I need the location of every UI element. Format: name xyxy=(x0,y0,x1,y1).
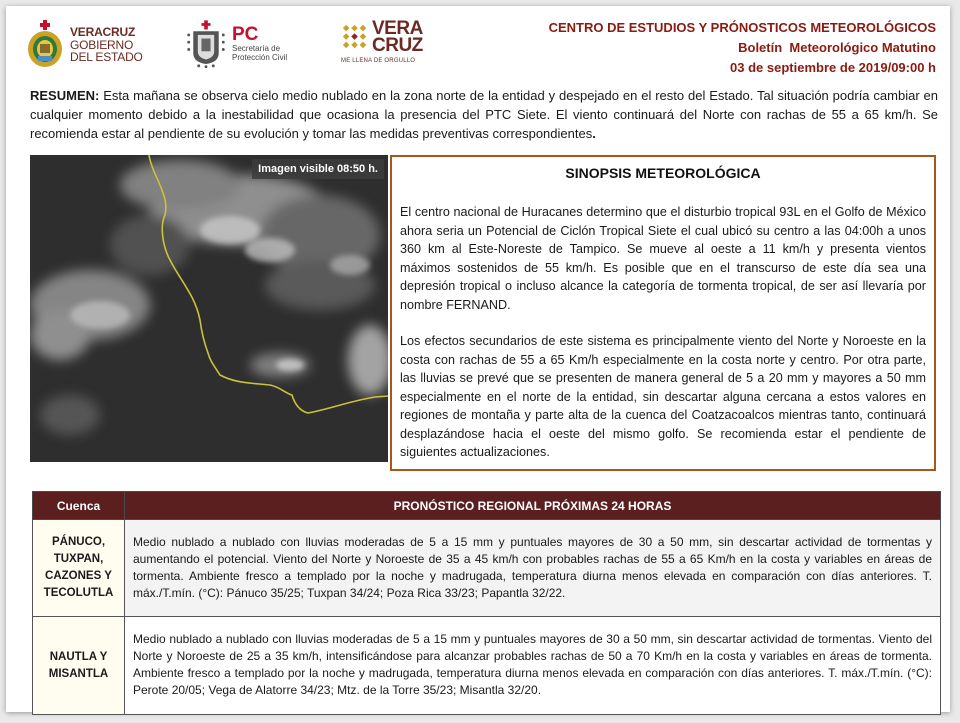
cuenca-line: TUXPAN, xyxy=(53,553,104,565)
sinopsis-box xyxy=(390,155,936,471)
table-header-row xyxy=(33,492,941,520)
forecast-cell: Medio nublado a nublado con lluvias moderadas de 5 a 15 mm y puntuales mayores de 30 a 50 mm, sin descartar actividad de tormentas y aumentando el potencial. Viento del Norte y Noroeste de 35 a 45 km/h con probables rachas de 55 a 65 Km/h en la costa y variables en áreas de tormenta. Ambiente fresco a templado por la noche y madrugada, temperatura diurna menos elevada en comparación con días anteriores. T. máx./T.mín. (°C): Pánuco 35/25; Tuxpan 34/24; Poza Rica 33/23; Papantla 32/22. xyxy=(125,520,941,617)
org-title: CENTRO DE ESTUDIOS Y PRÓNOSTICOS METEOROLÓGICOS xyxy=(548,20,936,35)
logo-ver-line3: DEL ESTADO xyxy=(70,49,143,64)
satellite-image xyxy=(30,155,388,462)
bulletin-date: 03 de septiembre de 2019/09:00 h xyxy=(730,60,936,75)
cuenca-line: PÁNUCO, xyxy=(51,536,106,548)
summary-text: Esta mañana se observa cielo medio nublado en la zona norte de la entidad y despejado en el resto del Estado. Tal situación podría cambiar en cualquier momento debido a la inestabilidad que ocasiona la presencia del PTC Siete. El viento continuará del Norte con rachas de 55 a 65 km/h. Se recomienda estar al pendiente de su evolución y tomar las medidas preventivas correspondientes xyxy=(30,88,938,141)
satellite-caption: Imagen visible 08:50 h. xyxy=(252,159,384,179)
cuenca-cell xyxy=(33,520,125,617)
summary-end: . xyxy=(592,126,596,141)
regional-forecast-table xyxy=(32,491,941,715)
cuenca-line: TECOLUTLA xyxy=(43,587,114,599)
logo-strip xyxy=(26,16,466,76)
summary-label: RESUMEN: xyxy=(30,88,100,103)
logo-pc-line2: Protección Civil xyxy=(232,53,288,62)
cuenca-cell xyxy=(33,617,125,715)
sinopsis-paragraph: Los efectos secundarios de este sistema es principalmente viento del Norte y Noroeste en la costa con rachas de 55 a 65 Km/h especialmente en la costa norte y centro. Por otra parte, las lluvias se prevé que se presenten de manera general de 5 a 20 mm y mayores a 50 mm especialmente en el norte de la entidad, sin descartar alguna cercana a estos valores en regiones de montaña y parte alta de la cuenca del Coatzacoalcos mientras tanto, continuará desplazándose hacia el oeste del mismo golfo. Se recomienda estar el pendiente de siguientes actualizaciones. xyxy=(400,334,926,459)
bulletin-page xyxy=(6,6,950,712)
table-row xyxy=(33,520,941,617)
logo-vc-tagline: ME LLENA DE ORGULLO xyxy=(341,58,416,64)
logo-gobierno-veracruz xyxy=(26,20,143,68)
proteccion-civil-shield-icon xyxy=(186,20,226,68)
logo-pc-title: PC xyxy=(232,24,259,45)
column-header-cuenca: Cuenca xyxy=(33,492,125,520)
logo-pc-line1: Secretaría de xyxy=(232,44,281,53)
sinopsis-paragraph: El centro nacional de Huracanes determino que el disturbio tropical 93L en el Golfo de México ahora seria un Potencial de Ciclón Tropical Siete el cual ubicó su centro a las 04:00h a unos 360 km al Este-Noreste de Tampico. Se mueve al oeste a 11 km/h y presenta vientos máximos sostenidos de 55 km/h. Es posible que en el transcurso de este día sea una depresión tropical o incluso alcance la categoría de tormenta tropical, de ser así llevaría por nombre FERNAND. xyxy=(400,205,926,312)
cuenca-line: NAUTLA Y xyxy=(49,650,108,663)
bulletin-title: Boletín Meteorológico Matutino xyxy=(738,40,936,55)
veracruz-coat-of-arms-icon xyxy=(26,20,64,68)
logo-veracruz-marca xyxy=(341,20,423,64)
logo-vc-line1: VERA xyxy=(372,18,423,39)
table-row xyxy=(33,617,941,715)
sinopsis-title: SINOPSIS METEOROLÓGICA xyxy=(565,165,761,181)
logo-ver-line1: VERACRUZ xyxy=(70,24,136,39)
logo-vc-line2: CRUZ xyxy=(372,35,423,56)
satellite-clouds-graphic xyxy=(30,155,388,462)
bulletin-header xyxy=(549,18,936,78)
veracruz-pattern-icon xyxy=(341,23,369,51)
cuenca-line: MISANTLA xyxy=(48,667,109,680)
forecast-cell: Medio nublado a nublado con lluvias moderadas de 5 a 15 mm y puntuales mayores de 30 a 50 mm, sin descartar actividad de tormentas. Viento del Norte y Noroeste de 25 a 35 km/h, intensificándose para alcanzar probables rachas de 50 a 70 Km/h en la costa y variables en áreas de tormenta. Ambiente fresco a templado por la noche y madrugada, temperatura diurna menos elevada en comparación con días anteriores. T. máx./T.mín. (°C): Perote 20/05; Vega de Alatorre 34/23; Mtz. de la Torre 35/23; Misantla 32/20. xyxy=(125,617,941,715)
logo-proteccion-civil xyxy=(186,20,287,68)
summary-paragraph xyxy=(30,86,938,143)
cuenca-line: CAZONES Y xyxy=(45,570,112,582)
column-header-forecast: PRONÓSTICO REGIONAL PRÓXIMAS 24 HORAS xyxy=(125,492,941,520)
logo-ver-line2: GOBIERNO xyxy=(70,37,134,52)
